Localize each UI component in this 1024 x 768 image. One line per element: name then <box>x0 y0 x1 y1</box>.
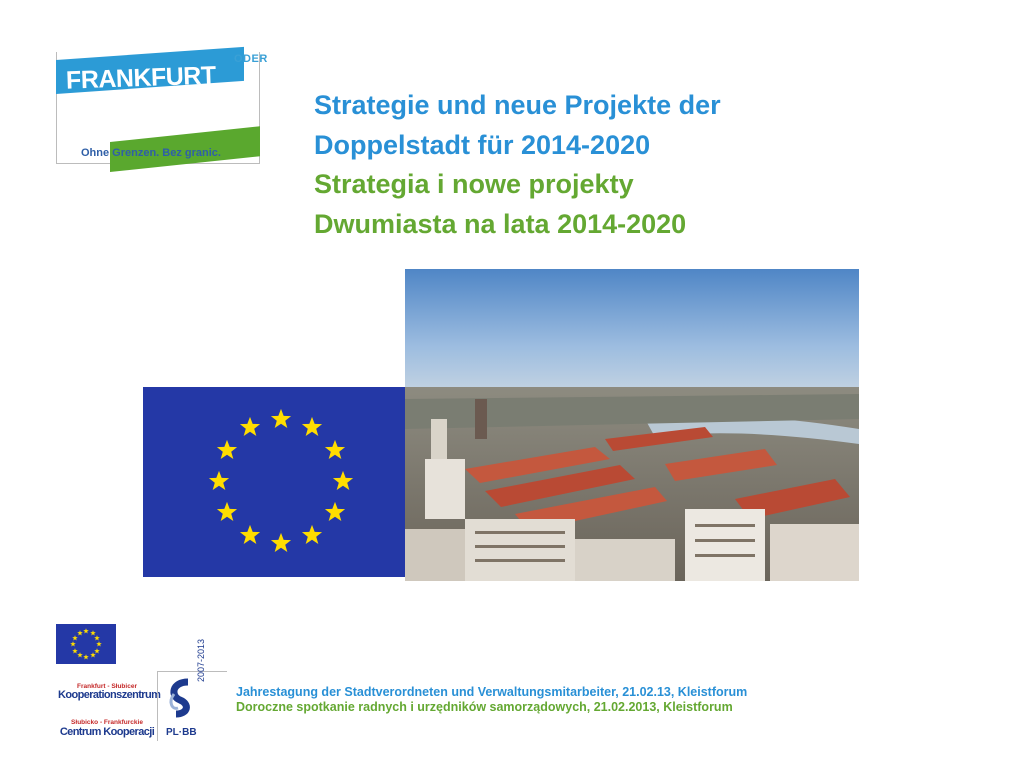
eu-star-icon <box>239 524 261 546</box>
eu-star-icon <box>208 470 230 492</box>
title-de-line-1: Strategie und neue Projekte der <box>314 90 721 120</box>
logo-slubice-text: SŁUBICE <box>151 102 249 129</box>
kooperationszentrum-logo <box>58 683 161 743</box>
eu-star-icon <box>72 648 78 654</box>
plbb-label: PL·BB <box>166 727 197 738</box>
eu-star-icon <box>301 416 323 438</box>
eu-star-icon <box>94 635 100 641</box>
koop-de-small: Frankfurt - Słubicer <box>77 683 137 690</box>
eu-star-icon <box>239 416 261 438</box>
eu-star-icon <box>301 524 323 546</box>
eu-star-icon <box>83 628 89 634</box>
eu-star-icon <box>83 654 89 660</box>
eu-star-icon <box>90 652 96 658</box>
eu-star-icon <box>324 501 346 523</box>
eu-flag-small-icon <box>56 624 116 664</box>
footer-event-text <box>236 685 747 715</box>
footer-event-pl: Doroczne spotkanie radnych i urzędników samorządowych, 21.02.2013, Kleistforum <box>236 700 733 714</box>
eu-star-icon <box>270 532 292 554</box>
eu-star-icon <box>216 501 238 523</box>
slide-title <box>314 86 874 244</box>
eu-star-icon <box>70 641 76 647</box>
logo-frankfurt-text: FRANKFURT <box>65 61 217 95</box>
footer-event-de: Jahrestagung der Stadtverordneten und Verwaltungsmitarbeiter, 21.02.13, Kleistforum <box>236 685 748 699</box>
city-photo-illustration <box>405 269 859 581</box>
plbb-logo <box>157 638 227 741</box>
koop-pl-small: Słubicko - Frankfurckie <box>71 719 143 726</box>
logo-tagline: Ohne Grenzen. Bez granic. <box>81 147 221 159</box>
eu-star-icon <box>324 439 346 461</box>
tall-building <box>431 419 447 459</box>
eu-star-icon <box>216 439 238 461</box>
eu-star-icon <box>270 408 292 430</box>
title-de-line-2: Doppelstadt für 2014-2020 <box>314 129 651 160</box>
tower <box>475 399 487 439</box>
plbb-s-icon <box>158 672 228 728</box>
sky <box>405 269 859 399</box>
eu-star-icon <box>96 641 102 647</box>
city-aerial-photo <box>405 269 859 581</box>
eu-star-icon <box>332 470 354 492</box>
title-pl-line-2: Dwumiasta na lata 2014-2020 <box>314 208 687 239</box>
eu-flag-icon <box>143 387 407 577</box>
frankfurt-slubice-logo <box>56 52 268 164</box>
title-pl-line-1: Strategia i nowe projekty <box>314 169 634 199</box>
eu-star-icon <box>77 630 83 636</box>
koop-pl-big: Centrum Kooperacji <box>59 726 155 738</box>
koop-de-big: Kooperationszentrum <box>58 689 161 701</box>
plbb-years: 2007-2013 <box>196 638 206 682</box>
logo-oder-text: ODER <box>234 53 268 65</box>
